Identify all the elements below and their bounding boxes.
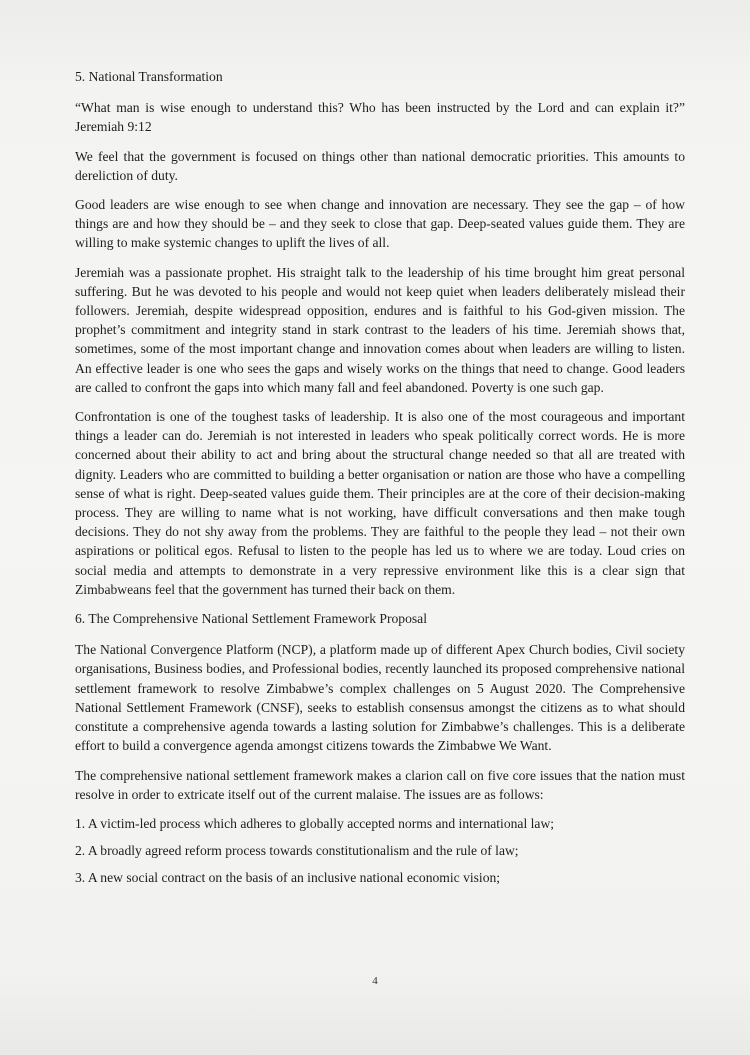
body-paragraph: Jeremiah was a passionate prophet. His straight talk to the leadership of his time brought him great personal suffering. But he was devoted to his people and would not keep quiet when leaders deliberately mislead their followers. Jeremiah, despite widespread opposition, endures and is faithful to his God-given mission. The prophet’s commitment and integrity stand in stark contrast to the leaders of his time. Jeremiah shows that, sometimes, some of the most important change and innovation comes about when leaders are willing to listen. An effective leader is one who sees the gaps and wisely works on the things that need to change. Good leaders are called to confront the gaps into which many fall and feel abandoned. Poverty is one such gap. [75,264,685,395]
body-paragraph: The comprehensive national settlement framework makes a clarion call on five core issues that the nation must resolve in order to extricate itself out of the current malaise. The issues are as follows: [75,767,685,802]
body-paragraph: Confrontation is one of the toughest tasks of leadership. It is also one of the most courageous and important things a leader can do. Jeremiah is not interested in leaders who speak politically correct words. He is more concerned about their ability to act and bring about the structural change needed so that all are treated with dignity. Leaders who are committed to building a better organisation or nation are those who have a compelling sense of what is right. Deep-seated values guide them. Their principles are at the core of their decision-making process. They are willing to name what is not working, have difficult conversations and then make tough decisions. They do not shy away from the problems. They are faithful to the people they lead – not their own aspirations or political egos. Refusal to listen to the people has led us to where we are today. Loud cries on social media and attempts to demonstrate in a very repressive environment like this is a clear sign that Zimbabweans feel that the government has turned their back on them. [75,409,685,597]
body-paragraph: We feel that the government is focused on things other than national democratic priorities. This amounts to dereliction of duty. [75,148,685,183]
body-paragraph: The National Convergence Platform (NCP), a platform made up of different Apex Church bodies, Civil society organisations, Business bodies, and Professional bodies, recently launched its proposed comprehensive national settlement framework to resolve Zimbabwe’s complex challenges on 5 August 2020. The Comprehensive National Settlement Framework (CNSF), seeks to establish consensus amongst the citizens as to what should constitute a comprehensive agenda towards a lasting solution for Zimbabwe’s challenges. This is a deliberate effort to build a convergence agenda amongst citizens towards the Zimbabwe We Want. [75,642,685,754]
list-item: 3. A new social contract on the basis of an inclusive national economic vision; [75,870,501,886]
section-5-heading: 5. National Transformation [75,69,223,84]
list-item: 1. A victim-led process which adheres to globally accepted norms and international law; [75,815,555,831]
scripture-quote: “What man is wise enough to understand this? Who has been instructed by the Lord and can explain it?” Jeremiah 9:12 [75,100,685,135]
page-number: 4 [372,975,378,987]
page-content [75,67,685,896]
list-item: 2. A broadly agreed reform process towards constitutionalism and the rule of law; [75,843,519,859]
section-6-heading: 6. The Comprehensive National Settlement Framework Proposal [75,611,427,627]
body-paragraph: Good leaders are wise enough to see when change and innovation are necessary. They see the gap – of how things are and how they should be – and they seek to close that gap. Deep-seated values guide them. They are willing to make systemic changes to uplift the lives of all. [75,197,685,251]
